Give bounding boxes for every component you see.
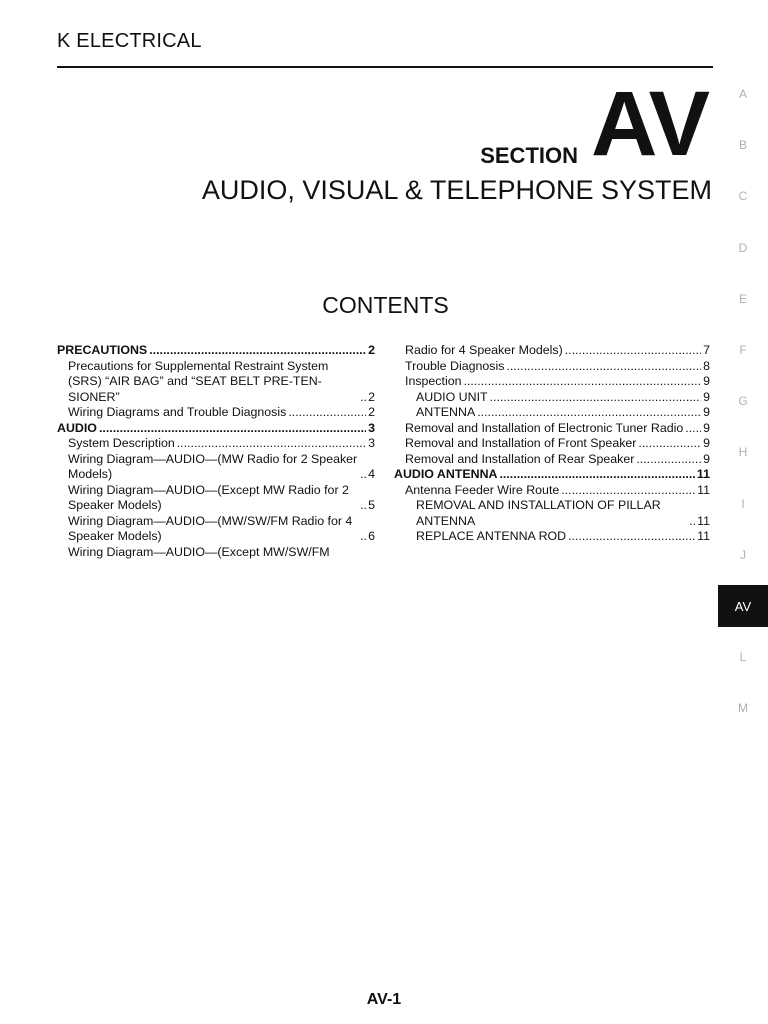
toc-entry-title: PRECAUTIONS bbox=[57, 343, 148, 357]
toc-leader-dots bbox=[689, 514, 695, 530]
toc-entry[interactable] bbox=[57, 545, 375, 561]
toc-entry-page: 2 bbox=[368, 405, 375, 419]
toc-entry-page: 11 bbox=[697, 529, 710, 543]
section-tab-f[interactable]: F bbox=[739, 343, 747, 357]
toc-entry[interactable] bbox=[394, 436, 710, 452]
toc-leader-dots bbox=[477, 405, 701, 421]
toc-leader-dots bbox=[506, 359, 701, 375]
toc-entry[interactable] bbox=[57, 421, 375, 437]
toc-entry-page: 9 bbox=[703, 405, 710, 419]
section-label: SECTION bbox=[480, 143, 578, 168]
toc-column-right bbox=[394, 343, 710, 545]
section-tab-j[interactable]: J bbox=[740, 547, 746, 562]
toc-column-left bbox=[57, 343, 375, 560]
toc-entry[interactable] bbox=[57, 452, 375, 483]
toc-leader-dots bbox=[360, 529, 366, 545]
toc-entry-title: Removal and Installation of Front Speaker bbox=[405, 436, 637, 450]
toc-entry[interactable] bbox=[57, 514, 375, 545]
toc-entry-title: AUDIO ANTENNA bbox=[394, 467, 498, 481]
toc-entry-page: 2 bbox=[368, 343, 375, 357]
header-rule bbox=[57, 66, 713, 68]
toc-leader-dots bbox=[177, 436, 366, 452]
toc-entry-page: 2 bbox=[368, 389, 375, 404]
toc-entry-title: AUDIO bbox=[57, 420, 97, 435]
toc-leader-dots bbox=[490, 390, 702, 406]
toc-entry-title: Trouble Diagnosis bbox=[405, 358, 505, 373]
toc-entry[interactable] bbox=[394, 405, 710, 421]
toc-entry[interactable] bbox=[394, 498, 710, 529]
section-title: AUDIO, VISUAL & TELEPHONE SYSTEM bbox=[201, 175, 712, 205]
toc-leader-dots bbox=[499, 467, 694, 483]
toc-leader-dots bbox=[636, 452, 701, 468]
toc-entry[interactable] bbox=[57, 343, 375, 359]
toc-entry-title: System Description bbox=[68, 436, 175, 450]
toc-entry-title: Wiring Diagram—AUDIO—(MW Radio for 2 Speaker Models) bbox=[68, 451, 361, 481]
toc-entry[interactable] bbox=[394, 359, 710, 375]
toc-entry-title: Inspection bbox=[405, 374, 462, 388]
toc-entry-page: 11 bbox=[696, 467, 710, 481]
toc-entry-page: 9 bbox=[703, 420, 710, 435]
toc-entry[interactable] bbox=[394, 421, 710, 437]
toc-entry[interactable] bbox=[57, 483, 375, 514]
toc-leader-dots bbox=[685, 421, 701, 437]
toc-entry-page: 9 bbox=[703, 374, 710, 388]
toc-entry-page: 11 bbox=[697, 513, 710, 528]
toc-leader-dots bbox=[360, 498, 366, 514]
toc-entry-title: Radio for 4 Speaker Models) bbox=[405, 343, 563, 357]
toc-entry[interactable] bbox=[394, 390, 710, 406]
toc-entry-title: Wiring Diagrams and Trouble Diagnosis bbox=[68, 405, 287, 419]
toc-entry-title: Antenna Feeder Wire Route bbox=[405, 482, 560, 497]
chapter-heading: K ELECTRICAL bbox=[57, 30, 202, 52]
toc-entry[interactable] bbox=[394, 452, 710, 468]
toc-entry[interactable] bbox=[394, 483, 710, 499]
toc-leader-dots bbox=[638, 436, 701, 452]
toc-entry[interactable] bbox=[394, 374, 710, 390]
section-tab-e[interactable]: E bbox=[738, 291, 747, 306]
toc-leader-dots bbox=[463, 374, 701, 390]
toc-entry-page: 3 bbox=[368, 420, 375, 435]
toc-leader-dots bbox=[561, 483, 695, 499]
toc-entry-title: Wiring Diagram—AUDIO—(Except MW/SW/FM bbox=[68, 544, 330, 559]
section-tab-c[interactable]: C bbox=[738, 189, 748, 204]
section-tab-b[interactable]: B bbox=[738, 138, 747, 153]
section-tab-i[interactable]: I bbox=[741, 496, 745, 511]
section-tab-m[interactable]: M bbox=[738, 701, 748, 716]
toc-entry-page: 4 bbox=[368, 467, 375, 481]
toc-entry-title: Precautions for Supplemental Restraint System (SRS) “AIR BAG” and “SEAT BELT PRE-TEN-SIONER” bbox=[68, 358, 332, 404]
toc-leader-dots bbox=[99, 421, 366, 437]
toc-entry-page: 9 bbox=[703, 436, 710, 450]
toc-entry-title: Removal and Installation of Rear Speaker bbox=[405, 451, 635, 466]
toc-entry-page: 9 bbox=[703, 389, 710, 404]
section-tab-d[interactable]: D bbox=[738, 240, 748, 255]
toc-entry-page: 3 bbox=[368, 436, 375, 450]
toc-entry[interactable] bbox=[57, 405, 375, 421]
section-tab-a[interactable]: A bbox=[738, 87, 747, 101]
toc-entry[interactable] bbox=[394, 467, 710, 483]
toc-leader-dots bbox=[565, 343, 701, 359]
toc-entry[interactable] bbox=[394, 529, 710, 545]
toc-entry-title: AUDIO UNIT bbox=[416, 389, 488, 404]
toc-entry-page: 8 bbox=[703, 358, 710, 373]
toc-entry-page: 6 bbox=[368, 529, 375, 543]
toc-entry-title: Removal and Installation of Electronic Tuner Radio bbox=[405, 420, 684, 435]
toc-entry-title: REMOVAL AND INSTALLATION OF PILLAR ANTENNA bbox=[416, 498, 664, 528]
section-code: AV bbox=[591, 73, 708, 175]
contents-heading: CONTENTS bbox=[322, 292, 449, 318]
section-tab-g[interactable]: G bbox=[738, 394, 748, 409]
toc-entry-title: ANTENNA bbox=[416, 405, 476, 419]
toc-leader-dots bbox=[568, 529, 695, 545]
toc-entry-page: 11 bbox=[697, 482, 710, 497]
toc-entry-title: Wiring Diagram—AUDIO—(MW/SW/FM Radio for 4 Speaker Models) bbox=[68, 513, 356, 543]
toc-entry-page: 9 bbox=[703, 451, 710, 466]
toc-entry-page: 7 bbox=[703, 343, 710, 357]
toc-leader-dots bbox=[288, 405, 366, 421]
toc-leader-dots bbox=[360, 390, 366, 406]
toc-entry-title: REPLACE ANTENNA ROD bbox=[416, 529, 567, 543]
toc-leader-dots bbox=[149, 343, 366, 359]
section-tab-l[interactable]: L bbox=[739, 650, 747, 665]
toc-entry-title: Wiring Diagram—AUDIO—(Except MW Radio for 2 Speaker Models) bbox=[68, 482, 353, 512]
toc-leader-dots bbox=[360, 467, 366, 483]
toc-entry[interactable] bbox=[57, 436, 375, 452]
toc-entry[interactable] bbox=[394, 343, 710, 359]
toc-entry-page: 5 bbox=[368, 498, 375, 512]
section-tab-av[interactable]: AV bbox=[718, 585, 768, 627]
page-number: AV-1 bbox=[366, 991, 402, 1008]
section-tab-h[interactable]: H bbox=[738, 445, 748, 460]
toc-entry[interactable] bbox=[57, 359, 375, 406]
